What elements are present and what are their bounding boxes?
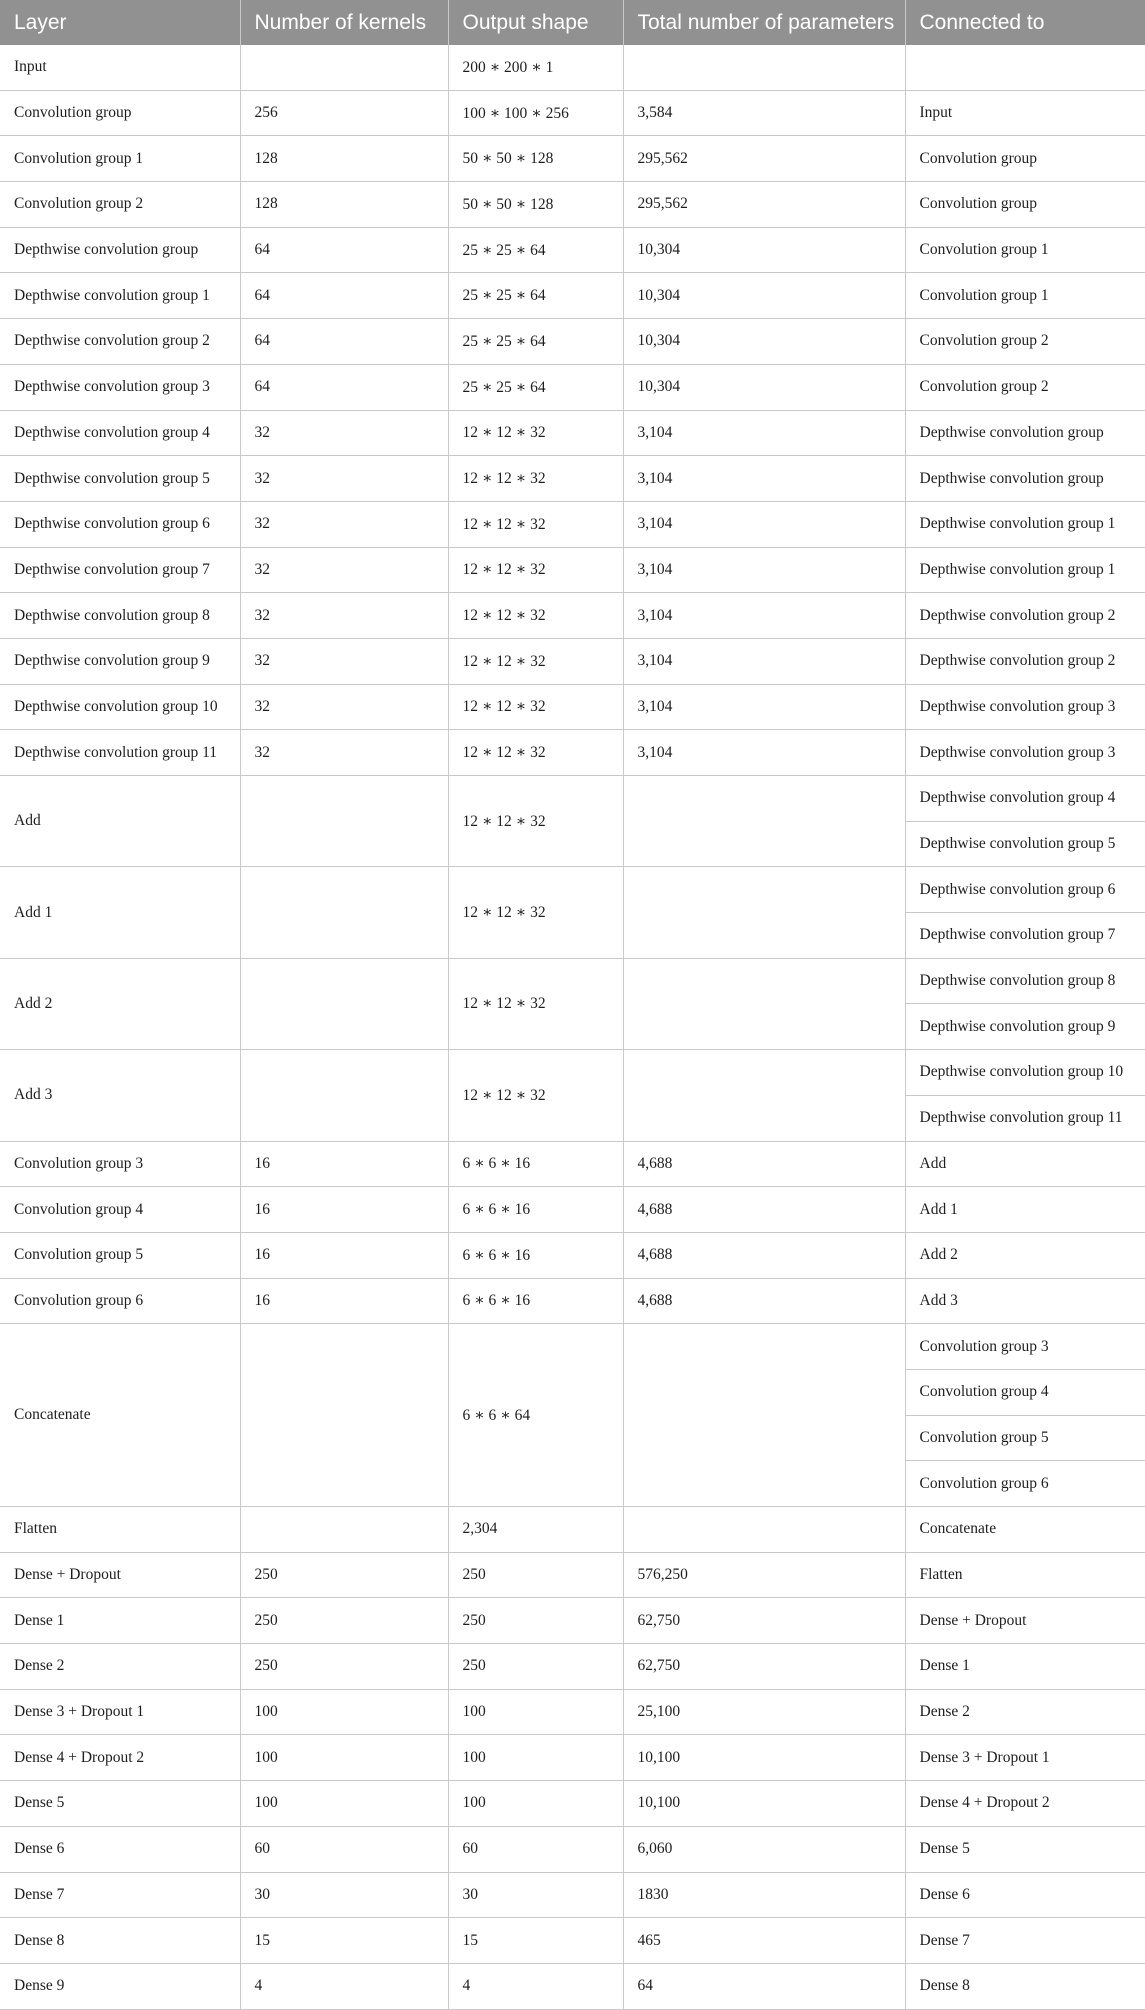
cell-output-shape: 12 ∗ 12 ∗ 32 [448,958,623,1049]
cell-total-params: 62,750 [623,1598,905,1644]
table-row [0,182,1145,228]
cell-layer: Depthwise convolution group 6 [0,501,240,547]
cell-output-shape: 12 ∗ 12 ∗ 32 [448,776,623,867]
table-row [0,593,1145,639]
cell-connected-to: Dense 3 + Dropout 1 [905,1735,1145,1781]
cell-kernels: 32 [240,638,448,684]
cell-connected-to: Depthwise convolution group 11 [905,1095,1145,1141]
cell-connected-to: Convolution group 2 [905,364,1145,410]
cell-total-params [623,958,905,1049]
header-kernels: Number of kernels [240,0,448,45]
cell-connected-to: Depthwise convolution group 3 [905,730,1145,776]
cell-total-params: 10,304 [623,273,905,319]
cell-layer: Convolution group 2 [0,182,240,228]
cell-total-params [623,1324,905,1507]
table-row [0,1826,1145,1872]
cell-total-params: 3,584 [623,90,905,136]
cell-connected-to: Convolution group 1 [905,227,1145,273]
cell-connected-to: Depthwise convolution group 5 [905,821,1145,867]
cell-total-params: 6,060 [623,1826,905,1872]
table-row [0,1187,1145,1233]
cell-output-shape: 12 ∗ 12 ∗ 32 [448,730,623,776]
table-row [0,1963,1145,2009]
table-row [0,1324,1145,1370]
cell-connected-to [905,45,1145,90]
cell-total-params: 10,304 [623,364,905,410]
cell-layer: Dense + Dropout [0,1552,240,1598]
cell-layer: Depthwise convolution group 3 [0,364,240,410]
cell-layer: Depthwise convolution group 7 [0,547,240,593]
cell-total-params: 10,304 [623,227,905,273]
cell-connected-to: Convolution group 4 [905,1369,1145,1415]
cell-layer: Concatenate [0,1324,240,1507]
cell-layer: Add 2 [0,958,240,1049]
cell-output-shape: 12 ∗ 12 ∗ 32 [448,638,623,684]
cell-output-shape: 12 ∗ 12 ∗ 32 [448,410,623,456]
cell-total-params: 576,250 [623,1552,905,1598]
cell-connected-to: Depthwise convolution group 1 [905,501,1145,547]
cell-layer: Convolution group 3 [0,1141,240,1187]
cell-kernels [240,1050,448,1141]
cell-total-params: 4,688 [623,1232,905,1278]
cell-connected-to: Depthwise convolution group 9 [905,1004,1145,1050]
cell-output-shape: 6 ∗ 6 ∗ 64 [448,1324,623,1507]
table-row [0,547,1145,593]
cell-kernels: 100 [240,1689,448,1735]
cell-kernels: 16 [240,1278,448,1324]
cell-output-shape: 4 [448,1963,623,2009]
cell-layer: Dense 3 + Dropout 1 [0,1689,240,1735]
cell-connected-to: Input [905,90,1145,136]
cell-layer: Depthwise convolution group 5 [0,456,240,502]
cell-kernels: 32 [240,501,448,547]
table-row [0,410,1145,456]
header-connected-to: Connected to [905,0,1145,45]
table-row [0,227,1145,273]
cell-kernels: 32 [240,410,448,456]
cell-total-params [623,867,905,958]
cell-kernels: 32 [240,730,448,776]
cell-connected-to: Convolution group [905,136,1145,182]
cell-connected-to: Dense 7 [905,1918,1145,1964]
table-row [0,1507,1145,1553]
cell-connected-to: Convolution group [905,182,1145,228]
table-body [0,45,1145,2009]
table-row [0,136,1145,182]
header-layer: Layer [0,0,240,45]
table-row [0,1232,1145,1278]
cell-layer: Dense 7 [0,1872,240,1918]
table-row [0,1278,1145,1324]
cell-total-params: 10,100 [623,1781,905,1827]
table-row [0,1689,1145,1735]
cell-layer: Add [0,776,240,867]
cell-kernels: 64 [240,364,448,410]
cell-connected-to: Dense 1 [905,1644,1145,1690]
cell-total-params: 3,104 [623,684,905,730]
cell-output-shape: 25 ∗ 25 ∗ 64 [448,319,623,365]
cell-output-shape: 200 ∗ 200 ∗ 1 [448,45,623,90]
cell-kernels: 32 [240,547,448,593]
cell-output-shape: 12 ∗ 12 ∗ 32 [448,593,623,639]
cell-kernels: 250 [240,1552,448,1598]
table-row [0,456,1145,502]
cell-layer: Add 1 [0,867,240,958]
cell-output-shape: 12 ∗ 12 ∗ 32 [448,867,623,958]
cell-connected-to: Depthwise convolution group 6 [905,867,1145,913]
cell-layer: Depthwise convolution group [0,227,240,273]
table-row [0,1552,1145,1598]
cell-kernels: 30 [240,1872,448,1918]
cell-output-shape: 100 [448,1781,623,1827]
cell-connected-to: Convolution group 2 [905,319,1145,365]
cell-connected-to: Depthwise convolution group 8 [905,958,1145,1004]
cell-layer: Dense 8 [0,1918,240,1964]
cell-layer: Input [0,45,240,90]
table-row [0,1872,1145,1918]
cell-output-shape: 12 ∗ 12 ∗ 32 [448,684,623,730]
table-row [0,867,1145,913]
cell-connected-to: Convolution group 5 [905,1415,1145,1461]
cell-layer: Convolution group 6 [0,1278,240,1324]
cell-kernels: 16 [240,1232,448,1278]
cell-layer: Depthwise convolution group 2 [0,319,240,365]
cell-output-shape: 12 ∗ 12 ∗ 32 [448,547,623,593]
cell-kernels: 250 [240,1598,448,1644]
cell-total-params: 295,562 [623,136,905,182]
cell-output-shape: 60 [448,1826,623,1872]
table-row [0,730,1145,776]
cell-layer: Depthwise convolution group 4 [0,410,240,456]
cell-connected-to: Add 1 [905,1187,1145,1233]
cell-total-params: 3,104 [623,547,905,593]
cell-kernels: 16 [240,1187,448,1233]
cell-total-params: 3,104 [623,410,905,456]
cell-total-params: 64 [623,1963,905,2009]
cell-layer: Convolution group 5 [0,1232,240,1278]
cell-connected-to: Dense 8 [905,1963,1145,2009]
cell-kernels [240,45,448,90]
cell-total-params: 3,104 [623,501,905,547]
table-row [0,1918,1145,1964]
cell-kernels [240,1324,448,1507]
cell-connected-to: Dense 5 [905,1826,1145,1872]
cell-output-shape: 250 [448,1598,623,1644]
table-row [0,501,1145,547]
cell-layer: Add 3 [0,1050,240,1141]
table-row [0,1598,1145,1644]
cell-output-shape: 50 ∗ 50 ∗ 128 [448,136,623,182]
cell-output-shape: 100 ∗ 100 ∗ 256 [448,90,623,136]
cell-output-shape: 50 ∗ 50 ∗ 128 [448,182,623,228]
cell-layer: Dense 2 [0,1644,240,1690]
cell-total-params [623,1050,905,1141]
cell-total-params [623,776,905,867]
cell-layer: Dense 9 [0,1963,240,2009]
header-total-params: Total number of parameters [623,0,905,45]
table-row [0,684,1145,730]
cell-total-params: 25,100 [623,1689,905,1735]
cell-connected-to: Add 3 [905,1278,1145,1324]
cell-kernels: 128 [240,136,448,182]
cell-output-shape: 2,304 [448,1507,623,1553]
cell-total-params: 4,688 [623,1141,905,1187]
cell-output-shape: 15 [448,1918,623,1964]
cell-output-shape: 6 ∗ 6 ∗ 16 [448,1232,623,1278]
cell-total-params: 295,562 [623,182,905,228]
table-row [0,1050,1145,1096]
table-row [0,638,1145,684]
cell-total-params [623,1507,905,1553]
cell-connected-to: Depthwise convolution group [905,456,1145,502]
cell-total-params [623,45,905,90]
cell-connected-to: Depthwise convolution group 10 [905,1050,1145,1096]
cell-connected-to: Depthwise convolution group 3 [905,684,1145,730]
cell-kernels [240,867,448,958]
table-row [0,319,1145,365]
cell-total-params: 10,100 [623,1735,905,1781]
cell-layer: Dense 5 [0,1781,240,1827]
cell-total-params: 465 [623,1918,905,1964]
cell-kernels: 16 [240,1141,448,1187]
table-row [0,1141,1145,1187]
cell-kernels: 100 [240,1781,448,1827]
cell-output-shape: 30 [448,1872,623,1918]
cell-layer: Convolution group 4 [0,1187,240,1233]
table-row [0,45,1145,90]
cell-output-shape: 25 ∗ 25 ∗ 64 [448,227,623,273]
cell-output-shape: 6 ∗ 6 ∗ 16 [448,1187,623,1233]
cell-kernels: 60 [240,1826,448,1872]
table-row [0,364,1145,410]
cell-total-params: 3,104 [623,638,905,684]
cell-connected-to: Depthwise convolution group 4 [905,776,1145,822]
cell-connected-to: Depthwise convolution group [905,410,1145,456]
table-row [0,776,1145,822]
cell-layer: Depthwise convolution group 9 [0,638,240,684]
cell-connected-to: Dense 2 [905,1689,1145,1735]
cell-kernels: 32 [240,456,448,502]
cell-kernels: 100 [240,1735,448,1781]
cell-connected-to: Add 2 [905,1232,1145,1278]
cell-connected-to: Convolution group 6 [905,1461,1145,1507]
cell-connected-to: Dense 4 + Dropout 2 [905,1781,1145,1827]
cell-output-shape: 12 ∗ 12 ∗ 32 [448,1050,623,1141]
cell-total-params: 4,688 [623,1278,905,1324]
cell-connected-to: Depthwise convolution group 2 [905,593,1145,639]
cell-kernels: 15 [240,1918,448,1964]
cell-connected-to: Dense + Dropout [905,1598,1145,1644]
table-row [0,273,1145,319]
cell-total-params: 4,688 [623,1187,905,1233]
cell-total-params: 3,104 [623,730,905,776]
cell-kernels [240,958,448,1049]
cell-layer: Convolution group [0,90,240,136]
cell-layer: Dense 1 [0,1598,240,1644]
cell-kernels: 32 [240,684,448,730]
cell-kernels: 128 [240,182,448,228]
cell-kernels [240,776,448,867]
cell-total-params: 10,304 [623,319,905,365]
cell-output-shape: 6 ∗ 6 ∗ 16 [448,1141,623,1187]
table-row [0,958,1145,1004]
cell-connected-to: Depthwise convolution group 2 [905,638,1145,684]
cell-kernels: 64 [240,227,448,273]
cell-kernels: 64 [240,319,448,365]
table-row [0,1781,1145,1827]
cell-output-shape: 12 ∗ 12 ∗ 32 [448,501,623,547]
cell-layer: Dense 4 + Dropout 2 [0,1735,240,1781]
cell-connected-to: Convolution group 1 [905,273,1145,319]
cell-output-shape: 6 ∗ 6 ∗ 16 [448,1278,623,1324]
cell-output-shape: 100 [448,1735,623,1781]
cell-connected-to: Depthwise convolution group 1 [905,547,1145,593]
cell-output-shape: 100 [448,1689,623,1735]
cell-layer: Convolution group 1 [0,136,240,182]
header-output-shape: Output shape [448,0,623,45]
cell-kernels [240,1507,448,1553]
cell-layer: Depthwise convolution group 11 [0,730,240,776]
cell-connected-to: Concatenate [905,1507,1145,1553]
table-row [0,90,1145,136]
cell-total-params: 3,104 [623,593,905,639]
cell-layer: Flatten [0,1507,240,1553]
cell-layer: Depthwise convolution group 1 [0,273,240,319]
cell-connected-to: Flatten [905,1552,1145,1598]
cell-total-params: 62,750 [623,1644,905,1690]
cell-kernels: 64 [240,273,448,319]
cell-output-shape: 250 [448,1552,623,1598]
cell-output-shape: 25 ∗ 25 ∗ 64 [448,364,623,410]
table-row [0,1644,1145,1690]
cell-layer: Depthwise convolution group 10 [0,684,240,730]
cell-total-params: 3,104 [623,456,905,502]
header-row [0,0,1145,45]
cell-layer: Depthwise convolution group 8 [0,593,240,639]
cell-total-params: 1830 [623,1872,905,1918]
table-row [0,1735,1145,1781]
cell-output-shape: 250 [448,1644,623,1690]
cell-connected-to: Add [905,1141,1145,1187]
cell-connected-to: Depthwise convolution group 7 [905,913,1145,959]
cell-connected-to: Dense 6 [905,1872,1145,1918]
cell-connected-to: Convolution group 3 [905,1324,1145,1370]
cell-output-shape: 12 ∗ 12 ∗ 32 [448,456,623,502]
cell-kernels: 32 [240,593,448,639]
cell-layer: Dense 6 [0,1826,240,1872]
cell-kernels: 250 [240,1644,448,1690]
cell-kernels: 256 [240,90,448,136]
cell-kernels: 4 [240,1963,448,2009]
cell-output-shape: 25 ∗ 25 ∗ 64 [448,273,623,319]
